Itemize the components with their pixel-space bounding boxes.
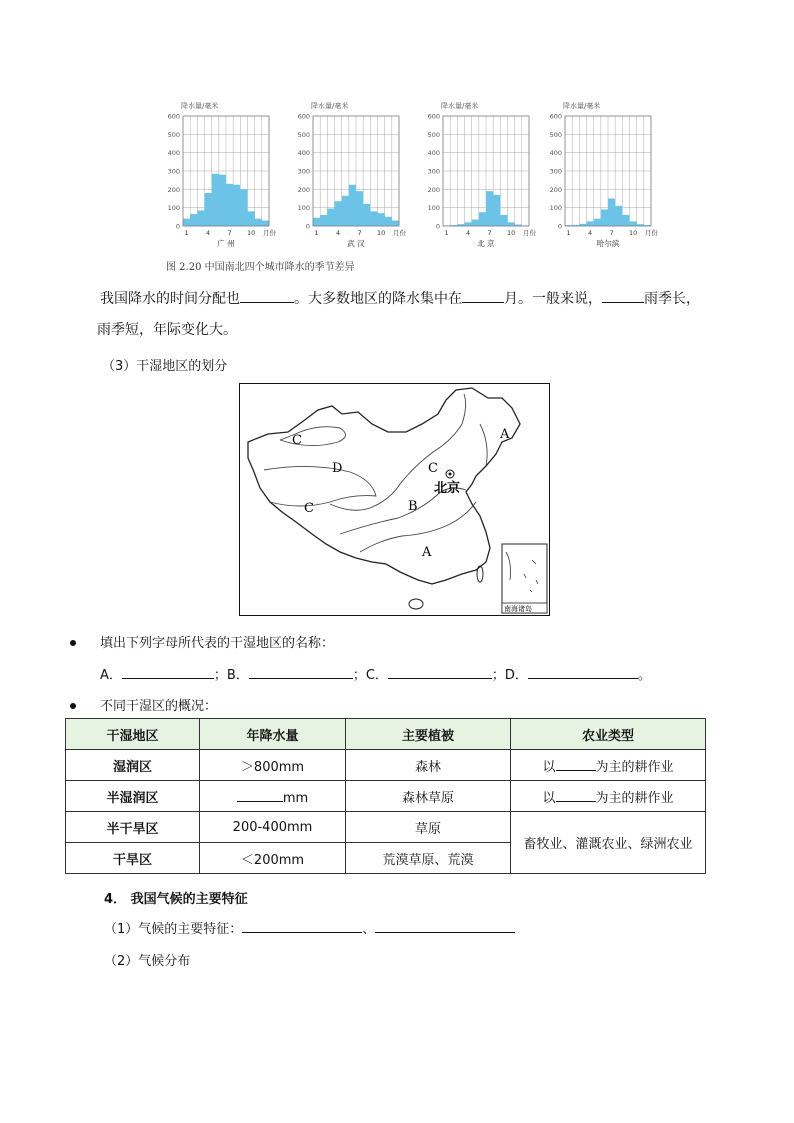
bar: [356, 191, 363, 226]
paragraph-line2: 雨季短，年际变化大。: [97, 322, 237, 338]
y-tick-label: 100: [427, 204, 440, 213]
cell-veg: 森林草原: [346, 781, 511, 812]
x-tick-label: 4: [336, 229, 341, 237]
blank-feature-1[interactable]: [242, 918, 362, 933]
fill-label-c: ；C．: [352, 668, 388, 683]
bar: [392, 221, 399, 227]
x-unit-label: 月份: [645, 229, 658, 237]
bar: [385, 217, 392, 226]
x-tick-label: 4: [588, 229, 593, 237]
map-label-d: D: [332, 461, 343, 476]
bar: [226, 184, 233, 226]
fill-label-a: A．: [100, 668, 122, 683]
map-label-c3: C: [304, 501, 314, 516]
table-row: [66, 781, 706, 812]
bullet2-text: 不同干湿区的概况：: [100, 699, 218, 714]
map-label-b: B: [408, 499, 418, 514]
bar: [320, 215, 327, 226]
city-title: 北 京: [477, 239, 495, 248]
y-tick-label: 300: [427, 167, 440, 176]
y-tick-label: 400: [549, 149, 562, 158]
bar: [349, 185, 356, 226]
beijing-label: 北京: [434, 481, 461, 496]
map-label-a1: A: [500, 427, 510, 442]
cell-rain: ＜200mm: [200, 843, 346, 874]
bar: [363, 204, 370, 226]
y-tick-label: 600: [549, 112, 562, 121]
bar: [594, 219, 601, 226]
blank-rain[interactable]: [237, 787, 283, 802]
fill-end: 。: [637, 668, 651, 683]
blank-d[interactable]: [528, 664, 638, 679]
bar: [622, 215, 629, 226]
blank-agri-2[interactable]: [556, 787, 596, 802]
y-tick-label: 600: [167, 112, 180, 121]
y-axis-label: 降水量/毫米: [441, 102, 479, 110]
chart-beijing: [425, 98, 545, 248]
table-row: [66, 750, 706, 781]
precipitation-charts: [165, 98, 665, 248]
bar: [500, 215, 507, 226]
y-axis-label: 降水量/毫米: [563, 102, 601, 110]
bar: [197, 210, 204, 226]
para-text-1: 我国降水的时间分配也: [100, 291, 240, 307]
y-tick-label: 400: [167, 149, 180, 158]
bar: [370, 211, 377, 226]
y-tick-label: 600: [427, 112, 440, 121]
blank-region[interactable]: [602, 288, 644, 303]
x-tick-label: 10: [628, 229, 638, 237]
chart-guangzhou: [165, 98, 285, 248]
th-agri: 农业类型: [511, 719, 706, 750]
fill-label-d: ；D．: [491, 668, 528, 683]
y-tick-label: 0: [175, 222, 180, 231]
x-tick-label: 10: [506, 229, 516, 237]
y-tick-label: 100: [549, 204, 562, 213]
cell-zone: 半湿润区: [66, 781, 200, 812]
bar: [183, 219, 190, 226]
bar: [630, 221, 637, 226]
cell-agri-merged: 畜牧业、灌溉农业、绿洲农业: [511, 812, 706, 874]
para-text-2: 。大多数地区的降水集中在: [294, 291, 462, 307]
map-label-c2: C: [428, 461, 438, 476]
bar: [327, 209, 334, 226]
cell-agri: 以 为主的耕作业: [511, 781, 706, 812]
subsection-3-title: （3）干湿地区的划分: [102, 359, 228, 374]
blank-agri-1[interactable]: [556, 756, 596, 771]
map-label-a2: A: [422, 545, 432, 560]
cell-rain: 200-400mm: [200, 812, 346, 843]
bar: [240, 189, 247, 226]
y-tick-label: 100: [297, 204, 310, 213]
x-tick-label: 1: [184, 229, 189, 237]
bar: [601, 210, 608, 227]
y-tick-label: 200: [297, 185, 310, 194]
y-axis-label: 降水量/毫米: [181, 102, 219, 110]
x-tick-label: 1: [566, 229, 571, 237]
blank-time-distribution[interactable]: [240, 288, 294, 303]
section-4-title: 4． 我国气候的主要特征: [104, 892, 248, 907]
blank-months[interactable]: [462, 288, 504, 303]
table-row: [66, 812, 706, 843]
cell-veg: 草原: [346, 812, 511, 843]
blank-c[interactable]: [388, 664, 492, 679]
bullet-dot-2: [70, 703, 76, 709]
bar: [212, 174, 219, 226]
city-title: 武 汉: [347, 239, 365, 248]
x-unit-label: 月份: [393, 229, 406, 237]
inset-label: 南海诸岛: [504, 605, 532, 613]
bar: [508, 222, 515, 226]
y-tick-label: 0: [557, 222, 562, 231]
x-unit-label: 月份: [523, 229, 536, 237]
bar: [233, 185, 240, 226]
chart-harbin: [547, 98, 667, 248]
y-tick-label: 300: [167, 167, 180, 176]
y-tick-label: 500: [297, 130, 310, 139]
bar: [342, 196, 349, 226]
table-header-row: [66, 719, 706, 750]
cell-veg: 森林: [346, 750, 511, 781]
bar: [190, 214, 197, 226]
fill-label-b: ；B．: [213, 668, 249, 683]
bar: [313, 218, 320, 226]
bar: [248, 211, 255, 226]
y-tick-label: 0: [435, 222, 440, 231]
bar: [219, 175, 226, 226]
bar: [486, 191, 493, 226]
y-tick-label: 200: [549, 185, 562, 194]
cell-zone: 半干旱区: [66, 812, 200, 843]
th-rain: 年降水量: [200, 719, 346, 750]
cell-veg: 荒漠草原、荒漠: [346, 843, 511, 874]
paragraph-line1: [100, 288, 700, 309]
y-tick-label: 500: [549, 130, 562, 139]
city-title: 哈尔滨: [596, 239, 620, 248]
y-tick-label: 500: [427, 130, 440, 139]
blank-b[interactable]: [249, 664, 353, 679]
x-tick-label: 7: [227, 229, 232, 237]
bar: [205, 193, 212, 226]
x-tick-label: 7: [487, 229, 492, 237]
y-tick-label: 300: [297, 167, 310, 176]
y-tick-label: 200: [167, 185, 180, 194]
blank-feature-2[interactable]: [375, 918, 515, 933]
y-tick-label: 300: [549, 167, 562, 176]
x-tick-label: 10: [246, 229, 256, 237]
bar: [465, 222, 472, 226]
y-axis-label: 降水量/毫米: [311, 102, 349, 110]
bullet-dot-1: [70, 640, 76, 646]
section-4-item2: （2）气候分布: [104, 954, 191, 969]
dry-wet-table: [65, 718, 706, 874]
figure-caption: 图 2.20 中国南北四个城市降水的季节差异: [166, 262, 355, 273]
x-tick-label: 1: [314, 229, 319, 237]
cell-rain: ＞800mm: [200, 750, 346, 781]
bar: [378, 213, 385, 226]
hainan-island: [409, 599, 423, 609]
th-zone: 干湿地区: [66, 719, 200, 750]
city-title: 广 州: [217, 239, 235, 248]
bar: [587, 221, 594, 226]
bar: [479, 212, 486, 226]
letter-fill-line: [100, 664, 651, 683]
bar: [262, 221, 269, 227]
x-tick-label: 4: [466, 229, 471, 237]
section-4-item1: （1）气候的主要特征： 、: [104, 918, 515, 937]
china-outline: [248, 388, 520, 584]
bar: [608, 199, 615, 227]
para-text-4: 雨季长，: [644, 291, 700, 307]
bar: [493, 195, 500, 226]
chart-wuhan: [295, 98, 415, 248]
y-tick-label: 200: [427, 185, 440, 194]
china-dry-wet-map: [239, 383, 550, 616]
bar: [255, 219, 262, 226]
x-tick-label: 7: [357, 229, 362, 237]
y-tick-label: 400: [427, 149, 440, 158]
bar: [335, 201, 342, 226]
y-tick-label: 500: [167, 130, 180, 139]
cell-rain: mm: [200, 781, 346, 812]
bar: [472, 220, 479, 226]
x-tick-label: 7: [609, 229, 614, 237]
y-tick-label: 0: [305, 222, 310, 231]
x-tick-label: 1: [444, 229, 449, 237]
cell-zone: 湿润区: [66, 750, 200, 781]
map-svg: [240, 384, 548, 614]
y-tick-label: 100: [167, 204, 180, 213]
para-text-3: 月。一般来说，: [504, 291, 602, 307]
cell-agri: 以 为主的耕作业: [511, 750, 706, 781]
taiwan-island: [477, 566, 483, 582]
y-tick-label: 600: [297, 112, 310, 121]
bullet1-text: 填出下列字母所代表的干湿地区的名称：: [100, 636, 335, 651]
x-tick-label: 10: [376, 229, 386, 237]
x-tick-label: 4: [206, 229, 211, 237]
bar: [615, 206, 622, 226]
th-veg: 主要植被: [346, 719, 511, 750]
blank-a[interactable]: [122, 664, 214, 679]
cell-zone: 干旱区: [66, 843, 200, 874]
x-unit-label: 月份: [263, 229, 276, 237]
map-label-c1: C: [292, 433, 302, 448]
y-tick-label: 400: [297, 149, 310, 158]
